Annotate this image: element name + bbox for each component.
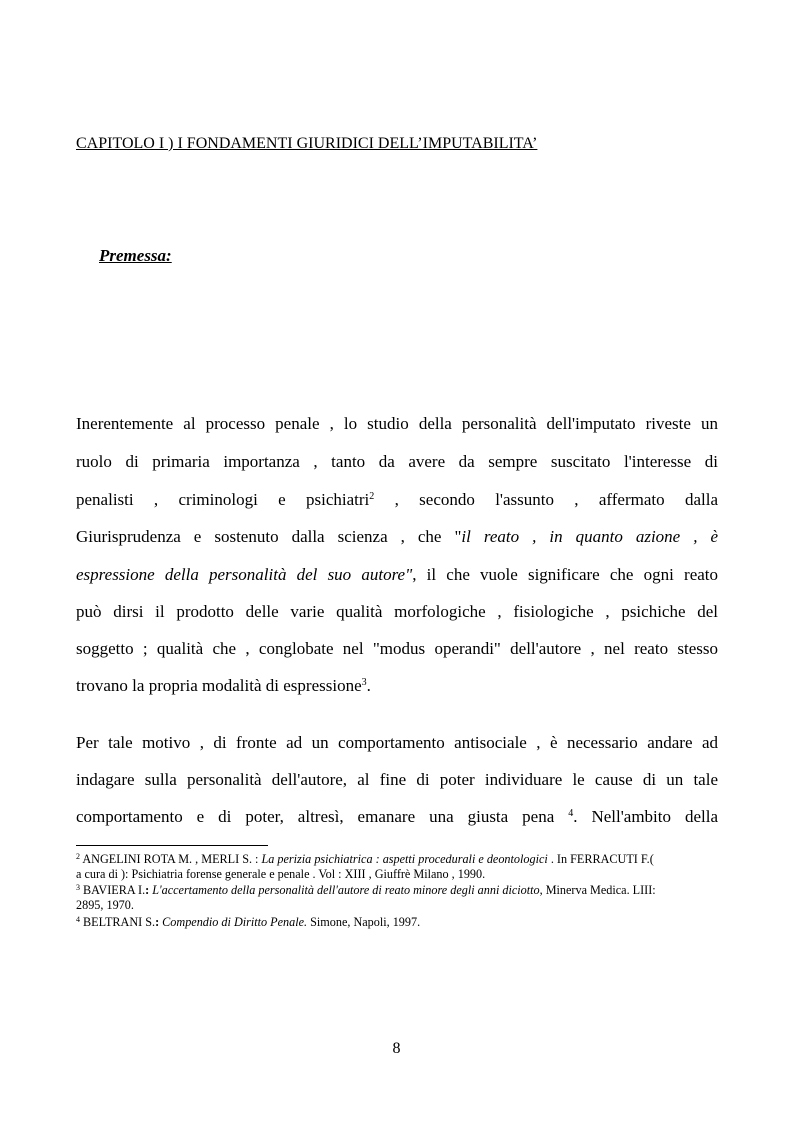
footnote-3-number: 3 <box>76 883 80 892</box>
para1-line-4 <box>76 526 718 548</box>
para1-line-3 <box>76 489 718 511</box>
para2-line-3-text-b: . Nell'ambito della <box>573 807 718 826</box>
footnote-separator <box>76 845 268 846</box>
footnote-4-colon: : <box>155 915 163 929</box>
chapter-title: CAPITOLO I ) I FONDAMENTI GIURIDICI DELL’IMPUTABILITA’ <box>76 135 538 152</box>
footnote-4-author: BELTRANI S. <box>80 915 156 929</box>
footnote-3-source: , Minerva Medica. LIII: <box>539 883 656 897</box>
quote-italic-start: il reato , in quanto azione , è <box>461 527 719 546</box>
para1-line-5 <box>76 564 718 586</box>
para2-line-1: Per tale motivo , di fronte ad un comportamento antisociale , è necessario andare ad <box>76 733 718 752</box>
para2-line-3-text-a: comportamento e di poter, altresì, emanare una giusta pena <box>76 807 569 826</box>
footnote-2 <box>76 852 718 881</box>
para2-line-2: indagare sulla personalità dell'autore, al fine di poter individuare le cause di un tale <box>76 770 718 789</box>
para1-line-1: Inerentemente al processo penale , lo studio della personalità dell'imputato riveste un <box>76 414 718 433</box>
footnote-4-source: Simone, Napoli, 1997. <box>307 915 421 929</box>
para1-line-2: ruolo di primaria importanza , tanto da avere da sempre suscitato l'interesse di <box>76 452 718 471</box>
footnote-4-line-1 <box>76 915 718 930</box>
footnote-3 <box>76 883 718 912</box>
footnote-4-title: Compendio di Diritto Penale. <box>162 915 308 929</box>
footnote-2-line-2: a cura di ): Psichiatria forense generale e penale . Vol : XIII , Giuffrè Milano , 1990. <box>76 866 486 881</box>
para1-line-3-text-b: , secondo l'assunto , affermato dalla <box>374 490 718 509</box>
quote-italic-end: espressione della personalità del suo autore" <box>76 565 413 584</box>
page-number: 8 <box>392 1040 401 1057</box>
footnote-3-colon: : <box>145 883 153 897</box>
footnote-3-line-2: 2895, 1970. <box>76 897 134 912</box>
footnote-2-authors: ANGELINI ROTA M. , MERLI S. : <box>80 852 262 866</box>
footnote-ref-3[interactable]: 3 <box>361 677 367 688</box>
footnote-ref-2[interactable]: 2 <box>369 491 375 502</box>
para1-line-3-text-a: penalisti , criminologi e psichiatri <box>76 490 370 509</box>
footnote-2-number: 2 <box>76 852 80 861</box>
footnote-3-title: L'accertamento della personalità dell'autore di reato minore degli anni diciotto <box>152 883 540 897</box>
para1-line-8 <box>76 675 718 697</box>
para1-line-6: può dirsi il prodotto delle varie qualità morfologiche , fisiologiche , psichiche del <box>76 602 718 621</box>
para1-line-4-text-a: Giurisprudenza e sostenuto dalla scienza , che " <box>76 527 462 546</box>
footnote-4-number: 4 <box>76 915 80 924</box>
para1-line-7: soggetto ; qualità che , conglobate nel "modus operandi" dell'autore , nel reato stesso <box>76 639 718 658</box>
footnote-2-title: La perizia psichiatrica : aspetti procedurali e deontologici <box>261 852 548 866</box>
footnote-2-editor: . In FERRACUTI F.( <box>547 852 654 866</box>
footnote-ref-4[interactable]: 4 <box>568 808 574 819</box>
para1-line-5-text-b: , il che vuole significare che ogni reato <box>412 565 719 584</box>
section-title: Premessa: <box>99 246 172 265</box>
footnote-4 <box>76 915 718 930</box>
para1-line-8-text-b: . <box>366 676 371 695</box>
footnote-3-author: BAVIERA I. <box>80 883 146 897</box>
para2-line-3 <box>76 806 718 828</box>
footnote-3-line-1 <box>76 883 718 898</box>
para1-line-8-text-a: trovano la propria modalità di espressione <box>76 676 362 695</box>
footnote-2-line-1 <box>76 852 718 867</box>
